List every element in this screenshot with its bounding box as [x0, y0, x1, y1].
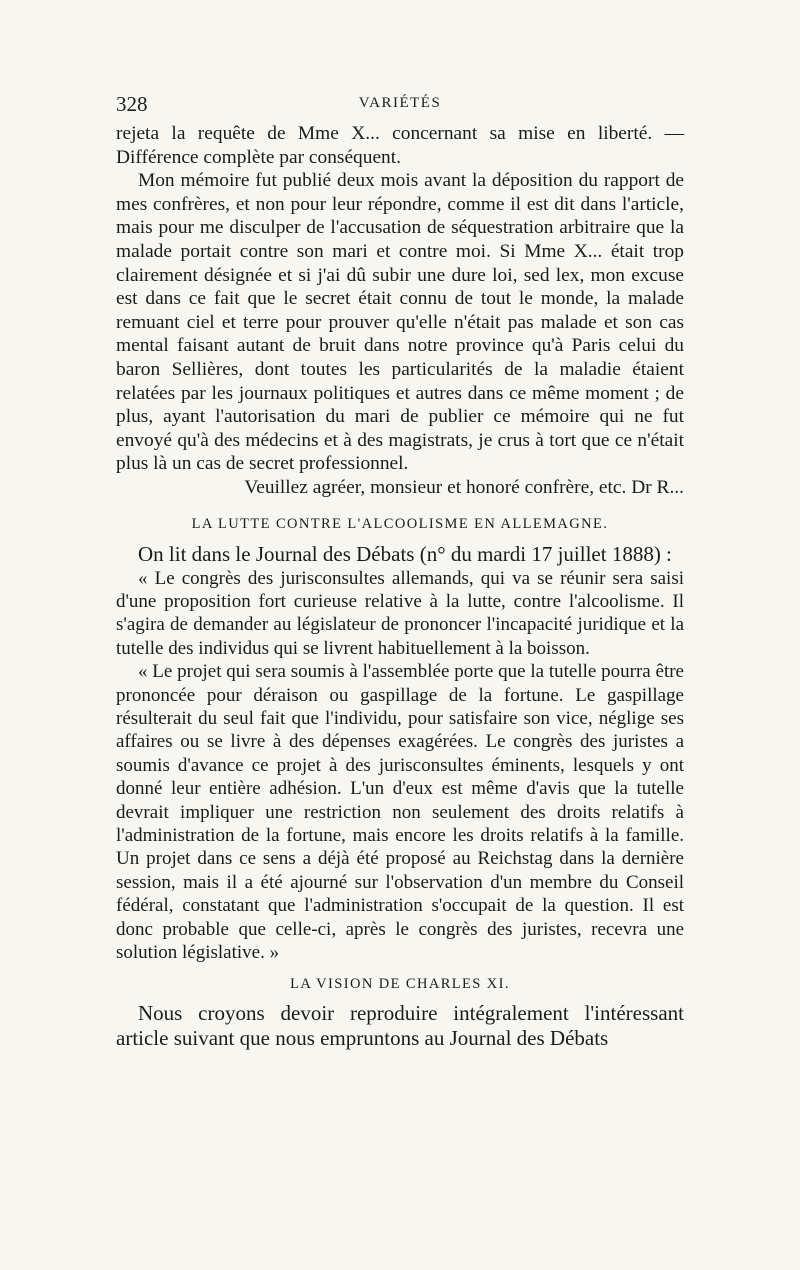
section-heading-vision: LA VISION DE CHARLES XI.	[290, 976, 510, 993]
section-intro-vision: Nous croyons devoir reproduire intégralement l'intéressant article suivant que nous empruntons au Journal des Débats	[116, 1001, 684, 1051]
quote-paragraph-1: « Le congrès des jurisconsultes allemands, qui va se réunir sera saisi d'une proposition fort curieuse relative à la lutte, contre l'alcoolisme. Il s'agira de demander au législateur de prononcer l'incapacité juridique et la tutelle des individus qui se livrent habituellement à la boisson.	[116, 567, 684, 659]
page-number: 328	[116, 92, 148, 116]
section-heading-alcoolisme: LA LUTTE CONTRE L'ALCOOLISME EN ALLEMAGNE.	[191, 515, 609, 532]
running-title: VARIÉTÉS	[358, 95, 442, 111]
running-header	[116, 92, 684, 118]
letter-paragraph-2: Mon mémoire fut publié deux mois avant la déposition du rapport de mes confrères, et non pour leur répondre, comme il est dit dans l'article, mais pour me disculper de l'accusation de séquestration arbitraire que la malade portait contre son mari et contre moi. Si Mme X... était trop clairement désignée et si j'ai dû subir une dure loi, sed lex, mon excuse est dans ce fait que le secret était connu de tout le monde, la malade remuant ciel et terre pour prouver qu'elle n'était pas malade et son cas mental faisant autant de bruit dans notre province qu'à Paris celui du baron Sellières, dont toutes les particularités de la maladie étaient relatées par les journaux politiques et autres dans ce même moment ; de plus, ayant l'autorisation du mari de publier ce mémoire qui ne fut envoyé qu'à des médecins et à des magistrats, je crus à tort que ce n'était plus là un cas de secret professionnel.	[116, 170, 684, 475]
section-intro-alcoolisme: On lit dans le Journal des Débats (n° du mardi 17 juillet 1888) :	[138, 541, 672, 566]
letter-closing: Veuillez agréer, monsieur et honoré confrère, etc. Dr R...	[244, 476, 684, 498]
quote-paragraph-2: « Le projet qui sera soumis à l'assemblée porte que la tutelle pourra être prononcée pour déraison ou gaspillage de la fortune. Le gaspillage résulterait du seul fait que l'individu, pour satisfaire son vice, néglige ses affaires ou se livre à des dépenses exagérées. Le congrès des juristes a soumis d'avance ce projet à des jurisconsultes éminents, lesquels y ont donné leur entière adhésion. L'un d'eux est même d'avis que la tutelle devrait impliquer une restriction non seulement des droits relatifs à l'administration de la fortune, mais encore les droits relatifs à la famille. Un projet dans ce sens a déjà été proposé au Reichstag dans la dernière session, mais il a été ajourné sur l'observation d'un membre du Conseil fédéral, constatant que l'administration s'occupait de la question. Il est donc probable que celle-ci, après le congrès des juristes, recevra une solution législative. »	[116, 661, 684, 963]
document-page	[116, 92, 684, 1051]
letter-paragraph-1: rejeta la requête de Mme X... concernant sa mise en liberté. — Différence complète par conséquent.	[116, 123, 684, 168]
